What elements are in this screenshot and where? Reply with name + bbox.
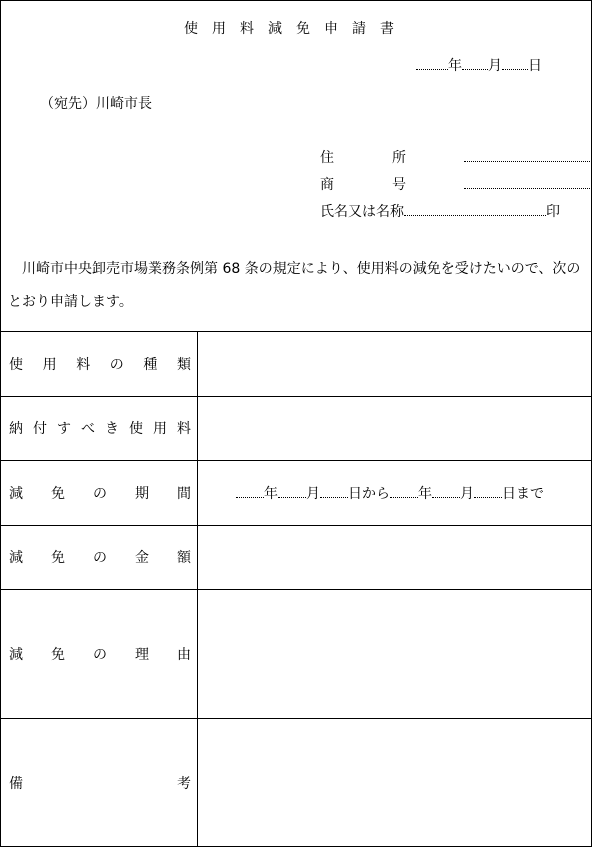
address-row [320, 147, 592, 167]
row-label-char: の [93, 550, 107, 566]
day-blank[interactable] [502, 57, 528, 70]
application-date [416, 55, 542, 75]
row-label-char: 減 [9, 486, 23, 502]
row-label-char: 額 [177, 550, 191, 566]
row-label-remarks [9, 773, 191, 793]
row-label-char: 用 [42, 357, 57, 373]
address-blank[interactable] [464, 149, 592, 162]
row-label-char: の [109, 357, 124, 373]
form-title: 使用料減免申請書 [184, 21, 408, 37]
seal-mark: 印 [546, 204, 560, 220]
row-divider [0, 460, 592, 461]
from-day-blank[interactable] [320, 485, 348, 498]
reason-field[interactable] [199, 591, 589, 717]
row-label-char: 考 [177, 776, 191, 792]
from-month-blank[interactable] [278, 485, 306, 498]
row-label-char: き [105, 421, 119, 437]
year-blank[interactable] [416, 57, 448, 70]
row-label-char: 種 [143, 357, 158, 373]
from-day-label: 日から [348, 486, 390, 502]
day-label: 日 [528, 58, 542, 74]
month-blank[interactable] [462, 57, 488, 70]
row-divider [0, 589, 592, 590]
row-label-char: 金 [135, 550, 149, 566]
row-label-char: 免 [51, 550, 65, 566]
remarks-field[interactable] [199, 720, 589, 844]
row-divider [0, 396, 592, 397]
from-month-label: 月 [306, 486, 320, 502]
fee-payable-field[interactable] [199, 398, 589, 459]
row-label-period [9, 483, 191, 503]
amount-field[interactable] [199, 527, 589, 588]
row-label-char: 由 [177, 647, 191, 663]
row-label-char: 類 [176, 357, 191, 373]
from-year-label: 年 [264, 486, 278, 502]
row-label-char: 用 [153, 421, 167, 437]
row-label-char: 免 [51, 486, 65, 502]
row-label-reason [9, 644, 191, 664]
row-label-char: 付 [33, 421, 47, 437]
to-month-blank[interactable] [432, 485, 460, 498]
year-label: 年 [448, 58, 462, 74]
row-label-char: 免 [51, 647, 65, 663]
from-year-blank[interactable] [236, 485, 264, 498]
row-label-char: 料 [76, 357, 91, 373]
application-statement: 川崎市中央卸売市場業務条例第 68 条の規定により、使用料の減免を受けたいので、次のとおり申請します。 [8, 261, 581, 310]
fee-type-field[interactable] [199, 333, 589, 395]
row-label-char: 料 [177, 421, 191, 437]
address-label: 住所 [320, 150, 464, 166]
row-divider [0, 718, 592, 719]
name-blank[interactable] [404, 203, 546, 216]
row-label-char: 理 [135, 647, 149, 663]
row-label-char: 使 [9, 357, 23, 373]
row-label-fee-payable [9, 418, 191, 438]
addressee: （宛先）川崎市長 [40, 96, 152, 112]
table-top-border [0, 331, 592, 332]
row-label-char: べ [81, 421, 95, 437]
period-field [236, 483, 544, 503]
row-label-char: す [57, 421, 71, 437]
row-label-char: 納 [9, 421, 23, 437]
to-day-label: 日まで [502, 486, 544, 502]
to-day-blank[interactable] [474, 485, 502, 498]
row-label-fee-type [9, 354, 191, 374]
trade-name-row [320, 174, 592, 194]
row-label-char: 使 [129, 421, 143, 437]
row-divider [0, 525, 592, 526]
row-label-char: 間 [177, 486, 191, 502]
trade-name-blank[interactable] [464, 176, 592, 189]
to-year-label: 年 [418, 486, 432, 502]
row-label-amount [9, 547, 191, 567]
name-label: 氏名又は名称 [320, 204, 404, 220]
to-month-label: 月 [460, 486, 474, 502]
to-year-blank[interactable] [390, 485, 418, 498]
month-label: 月 [488, 58, 502, 74]
row-label-char: の [93, 486, 107, 502]
row-label-char: 減 [9, 647, 23, 663]
trade-name-label: 商号 [320, 177, 464, 193]
name-row [320, 201, 560, 221]
row-label-char: 備 [9, 776, 23, 792]
row-label-char: 期 [135, 486, 149, 502]
row-label-char: の [93, 647, 107, 663]
column-divider [197, 331, 198, 846]
row-label-char: 減 [9, 550, 23, 566]
